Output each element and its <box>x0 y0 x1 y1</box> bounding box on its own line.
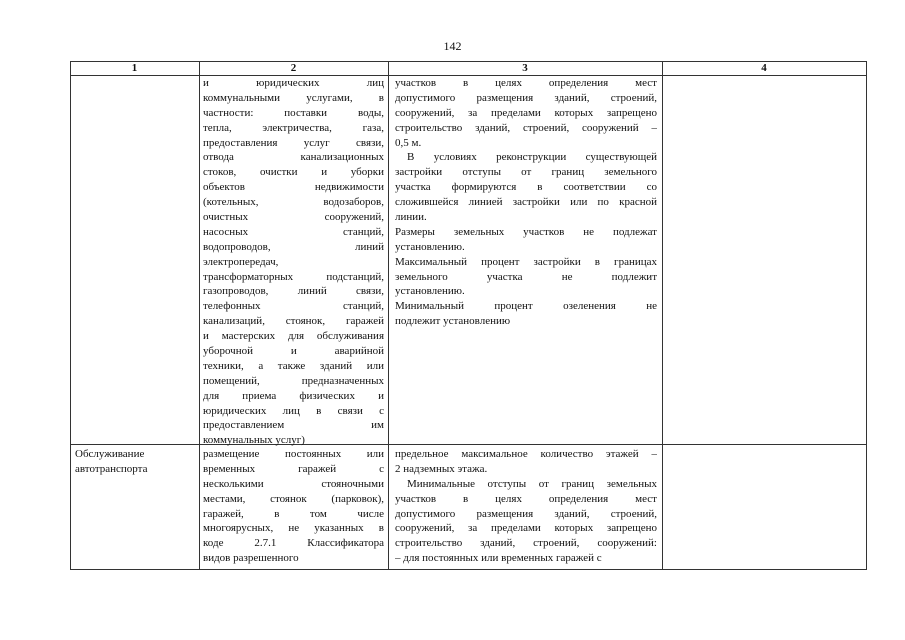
cell-text-line: установлению. <box>395 285 465 298</box>
page-number: 142 <box>443 39 462 53</box>
cell-text-line: частности: поставки воды, <box>203 106 384 119</box>
cell-text-line: Минимальные отступы от границ земельных <box>407 477 657 490</box>
cell-text-line: сооружений, за пределами которых запрещено <box>395 522 657 535</box>
cell-text-line: коммунальными услугами, в <box>203 91 384 104</box>
row1-parameters <box>395 76 657 329</box>
cell-text-line: трансформаторных подстанций, <box>203 270 384 283</box>
cell-text-line: и юридических лиц <box>203 77 384 89</box>
cell-text-line: канализаций, стоянок, гаражей <box>203 315 384 328</box>
cell-text-line: застройки отступы от границ земельного <box>395 166 657 179</box>
column-header-4: 4 <box>761 62 767 74</box>
row2-land-use-type <box>75 447 195 477</box>
cell-text-line: тепла, электричества, газа, <box>203 121 384 134</box>
cell-text-line: 0,5 м. <box>395 136 422 149</box>
cell-text-line: объектов недвижимости <box>203 181 384 194</box>
cell-text-line: помещений, предназначенных <box>203 374 384 387</box>
cell-text-line: отвода канализационных <box>203 151 384 164</box>
cell-text-line: техники, а также зданий или <box>203 359 384 372</box>
cell-text-line: многоярусных, не указанных в <box>203 522 384 535</box>
cell-text-line: сложившейся линией застройки или по красной <box>395 196 657 209</box>
table-border-bottom <box>70 569 867 570</box>
cell-text-line: водопроводов, линий <box>203 240 384 253</box>
cell-text-line: Максимальный процент застройки в границах <box>395 255 657 268</box>
column-header-3: 3 <box>522 62 528 74</box>
cell-text-line: предоставления услуг связи, <box>203 136 384 149</box>
cell-text-line: электропередач, <box>203 255 279 268</box>
column-header-2: 2 <box>290 62 297 74</box>
cell-text-line: участков в целях определения мест <box>395 77 657 89</box>
row2-parameters <box>395 447 657 566</box>
cell-text-line: юридических лиц в связи с <box>203 404 384 417</box>
cell-text-line: подлежит установлению <box>395 315 511 328</box>
column-border <box>388 61 389 570</box>
cell-text-line: газопроводов, линий связи, <box>203 285 384 298</box>
cell-text-line: Минимальный процент озеленения не <box>395 300 657 313</box>
cell-text-line: стоков, очистки и уборки <box>203 166 384 179</box>
cell-text-line: допустимого размещения зданий, строений, <box>395 507 657 520</box>
cell-text-line: коде 2.7.1 Классификатора <box>203 537 384 550</box>
cell-text-line: предельное максимальное количество этажей – <box>395 448 657 460</box>
cell-text-line: временных гаражей с <box>203 462 384 475</box>
cell-text-line: очистных сооружений, <box>203 211 384 224</box>
column-border <box>866 61 867 570</box>
cell-text-line: допустимого размещения зданий, строений, <box>395 91 657 104</box>
cell-text-line: уборочной и аварийной <box>203 345 384 358</box>
cell-text-line: участков в целях определения мест <box>395 492 657 505</box>
cell-text-line: 2 надземных этажа. <box>395 462 488 475</box>
cell-text-line: Обслуживание <box>75 448 145 460</box>
cell-text-line: коммунальных услуг) <box>203 434 305 447</box>
cell-text-line: В условиях реконструкции существующей <box>407 151 657 164</box>
row-divider <box>70 444 867 445</box>
cell-text-line: местами, стоянок (парковок), <box>203 492 384 505</box>
cell-text-line: телефонных станций, <box>203 300 384 313</box>
cell-text-line: установлению. <box>395 240 465 253</box>
cell-text-line: линии. <box>395 211 427 224</box>
cell-text-line: земельного участка не подлежит <box>395 270 657 283</box>
column-header-1: 1 <box>131 62 138 74</box>
cell-text-line: строительство зданий, строений, сооружений – <box>395 121 657 134</box>
column-border <box>199 61 200 570</box>
cell-text-line: гаражей, в том числе <box>203 507 384 520</box>
cell-text-line: строительство зданий, строений, сооружений: <box>395 537 657 550</box>
row2-use-description <box>203 447 384 566</box>
cell-text-line: и мастерских для обслуживания <box>203 330 384 343</box>
cell-text-line: предоставлением им <box>203 419 384 432</box>
cell-text-line: – для постоянных или временных гаражей с <box>395 552 602 565</box>
cell-text-line: (котельных, водозаборов, <box>203 196 384 209</box>
cell-text-line: участка формируются в соответствии со <box>395 181 657 194</box>
column-border <box>662 61 663 570</box>
cell-text-line: видов разрешенного <box>203 552 299 565</box>
cell-text-line: насосных станций, <box>203 225 384 238</box>
cell-text-line: для приема физических и <box>203 389 384 402</box>
cell-text-line: несколькими стояночными <box>203 477 384 490</box>
column-border <box>70 61 71 570</box>
cell-text-line: Размеры земельных участков не подлежат <box>395 225 657 238</box>
cell-text-line: автотранспорта <box>75 462 148 475</box>
regulations-table <box>70 61 867 570</box>
cell-text-line: сооружений, за пределами которых запрещено <box>395 106 657 119</box>
row1-use-description <box>203 76 384 448</box>
cell-text-line: размещение постоянных или <box>203 448 384 460</box>
